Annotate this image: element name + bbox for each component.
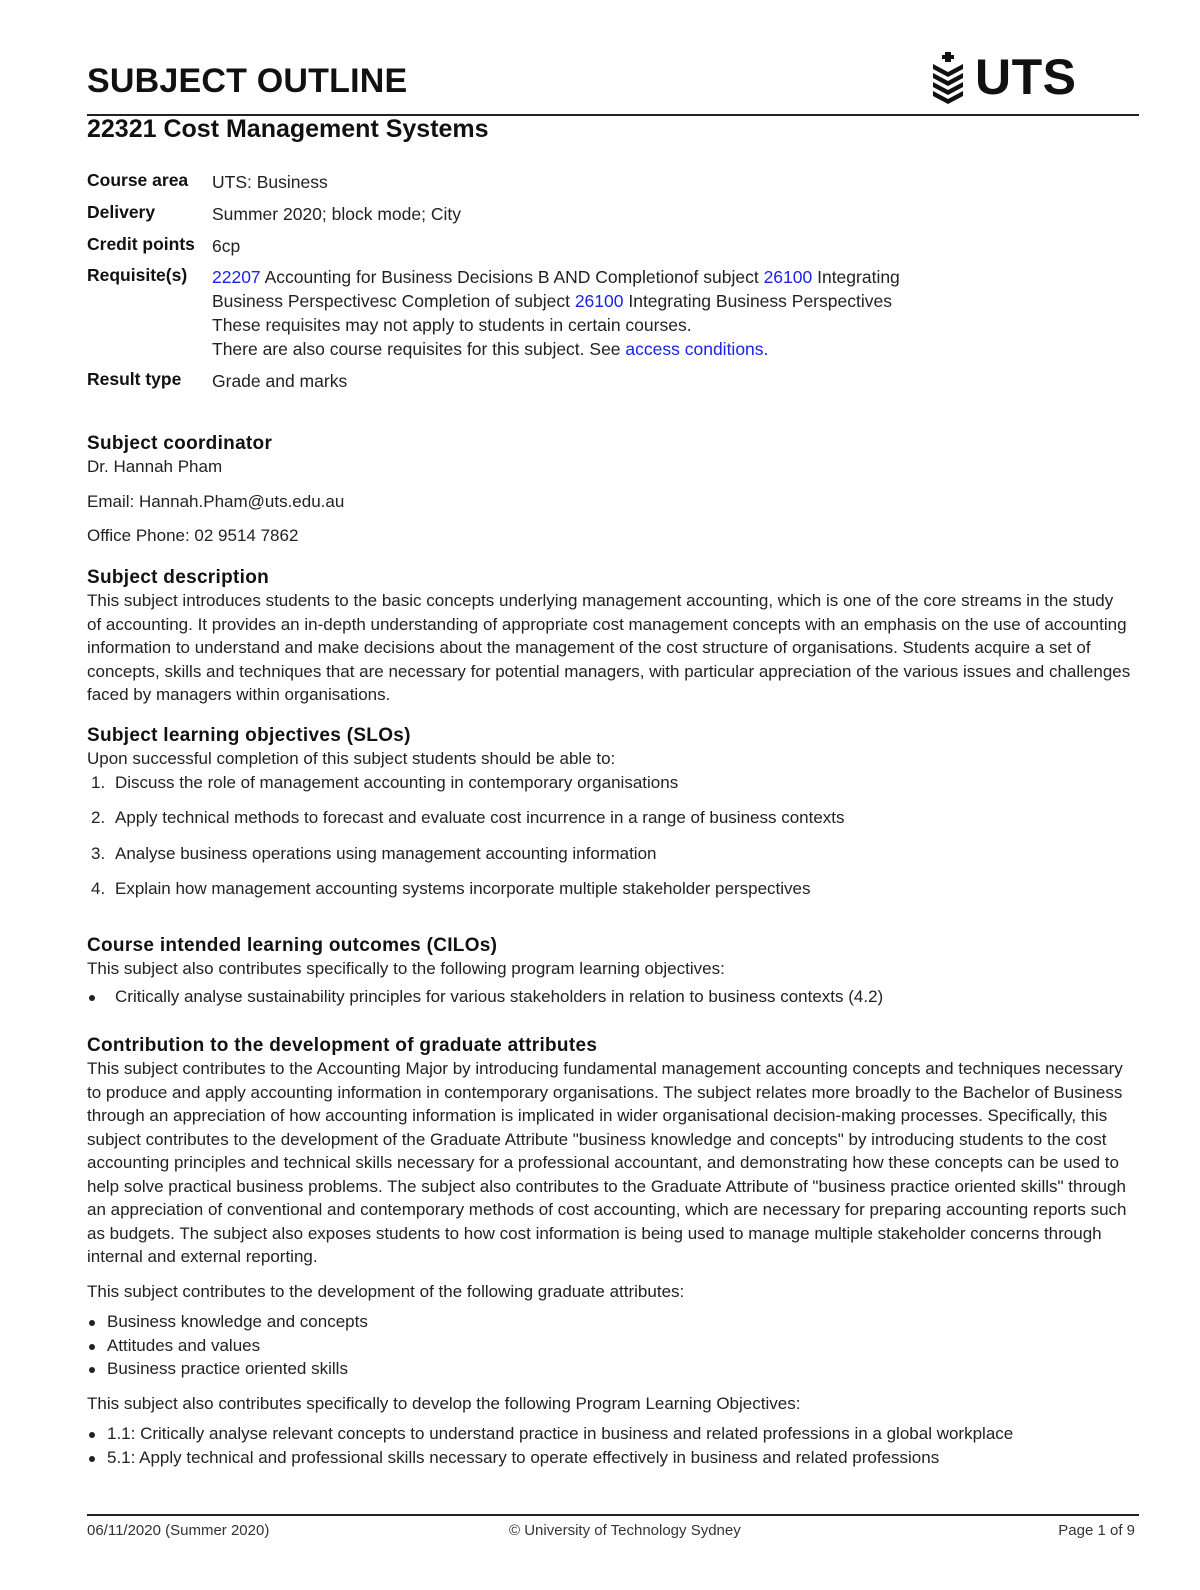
result-type-row [87,369,1087,397]
slo-text: Explain how management accounting systems incorporate multiple stakeholder perspectives [115,879,811,898]
slo-number: 2. [91,808,106,827]
slo-number: 1. [91,772,106,792]
slo-text: Discuss the role of management accounting in contemporary organisations [115,772,679,792]
cilo-item: Critically analyse sustainability principles for various stakeholders in relation to business contexts (4.2) [87,985,1132,1009]
credit-points-row [87,234,1087,265]
credit-points-label: Credit points [87,234,195,254]
graduate-attr-list [87,1310,1132,1381]
requisite-link-26100-second[interactable]: 26100 [574,291,624,311]
cilo-list [87,985,1132,1009]
coordinator-email: Email: Hannah.Pham@uts.edu.au [87,491,345,511]
graduate-text: This subject contributes to the Accounting Major by introducing fundamental management accounting concepts and techniques necessary to produce and apply accounting information in contemporary organisations. The subject relates more broadly to the Bachelor of Business through an appreciation of how accounting information is implicated in wider organisational decision-making processes. Specifically, this subject contributes to the development of the Graduate Attribute "business knowledge and concepts" by introducing students to the cost accounting principles and technical skills necessary for a professional accountant, and demonstrating how these concepts can be used to help solve practical business problems. The subject also contributes to the Graduate Attribute of "business practice oriented skills" through an appreciation of conventional and contemporary methods of cost accounting, which are necessary for preparing accounting reports such as budgets. The subject also exposes students to how cost information is being used to manage multiple stakeholder concerns through internal and external reporting. [87,1059,1127,1266]
plo-item: 5.1: Apply technical and professional skills necessary to operate effectively in business and related professions [87,1446,1132,1470]
requisite-text: Integrating [812,267,900,287]
slo-item [87,771,1132,807]
cilo-intro: This subject also contributes specifically to the following program learning objectives: [87,959,725,978]
graduate-attr-item: Attitudes and values [87,1334,1132,1358]
coordinator-phone: Office Phone: 02 9514 7862 [87,526,299,545]
slo-item [87,806,1132,842]
plo-intro: This subject also contributes specifically to develop the following Program Learning Objectives: [87,1393,801,1413]
graduate-attr-intro: This subject contributes to the development of the following graduate attributes: [87,1281,685,1301]
requisite-note: There are also course requisites for this subject. See [212,339,626,359]
description-text: This subject introduces students to the basic concepts underlying management accounting, which is one of the core streams in the study of accounting. It provides an in-depth understanding of appropriate cost management concepts with an emphasis on the use of accounting information to understand and make decisions about the management of the cost structure of organisations. Students acquire a set of concepts, skills and techniques that are necessary for potential managers, with particular appreciation of the various issues and challenges faced by managers within organisations. [87,591,1131,704]
slo-number: 3. [91,843,106,863]
requisites-label: Requisite(s) [87,265,188,285]
graduate-heading: Contribution to the development of graduate attributes [87,1035,598,1056]
course-area-label: Course area [87,170,189,190]
slo-text: Apply technical methods to forecast and evaluate cost incurrence in a range of business contexts [115,808,845,827]
graduate-attr-item: Business knowledge and concepts [87,1310,1132,1334]
document-title: SUBJECT OUTLINE [87,62,408,100]
plo-item: 1.1: Critically analyse relevant concepts to understand practice in business and related professions in a global workplace [87,1422,1132,1446]
footer-page-number: Page 1 of 9 [1058,1522,1135,1539]
requisite-text: Integrating Business Perspectives [623,291,892,311]
slo-item [87,877,1132,913]
page-header [87,49,1139,116]
link-period: . [763,339,769,359]
slo-text: Analyse business operations using management accounting information [115,843,657,863]
graduate-attributes-section [87,1035,1132,1469]
result-type-label: Result type [87,369,182,389]
requisite-link-22207[interactable]: 22207 [212,267,261,287]
cilo-section [87,935,1132,1008]
slo-section [87,725,1132,913]
course-area-row [87,170,1087,202]
slo-intro: Upon successful completion of this subject students should be able to: [87,749,616,768]
page-footer [87,1514,1139,1539]
requisite-link-26100[interactable]: 26100 [763,267,813,287]
coordinator-name: Dr. Hannah Pham [87,457,223,476]
requisites-row [87,265,1087,369]
requisite-note: These requisites may not apply to students in certain courses. [212,315,692,335]
access-conditions-link[interactable]: access conditions [625,339,764,359]
requisite-text: Accounting for Business Decisions B AND Completionof subject [260,267,764,287]
coordinator-section [87,433,1132,548]
course-area-value: UTS: Business [212,172,328,192]
result-type-value: Grade and marks [212,371,348,391]
delivery-label: Delivery [87,202,156,222]
uts-logo [929,50,1077,108]
description-section [87,567,1132,707]
footer-copyright: © University of Technology Sydney [509,1522,741,1539]
graduate-attr-item: Business practice oriented skills [87,1357,1132,1381]
subject-title: 22321 Cost Management Systems [87,115,489,143]
logo-text: UTS [975,49,1077,105]
slo-item [87,842,1132,878]
plo-list [87,1422,1132,1469]
subject-info-table [87,170,1087,397]
slo-list [87,771,1132,913]
uts-crest-icon [929,50,969,108]
slo-heading: Subject learning objectives (SLOs) [87,725,411,746]
footer-date: 06/11/2020 (Summer 2020) [87,1522,270,1539]
requisite-text: Business Perspectivesc Completion of subject [212,291,575,311]
coordinator-heading: Subject coordinator [87,433,273,454]
credit-points-value: 6cp [212,236,241,256]
requisites-value [212,265,1087,361]
delivery-row [87,202,1087,234]
description-heading: Subject description [87,567,270,588]
delivery-value: Summer 2020; block mode; City [212,204,461,224]
cilo-heading: Course intended learning outcomes (CILOs) [87,935,498,956]
slo-number: 4. [91,879,106,898]
